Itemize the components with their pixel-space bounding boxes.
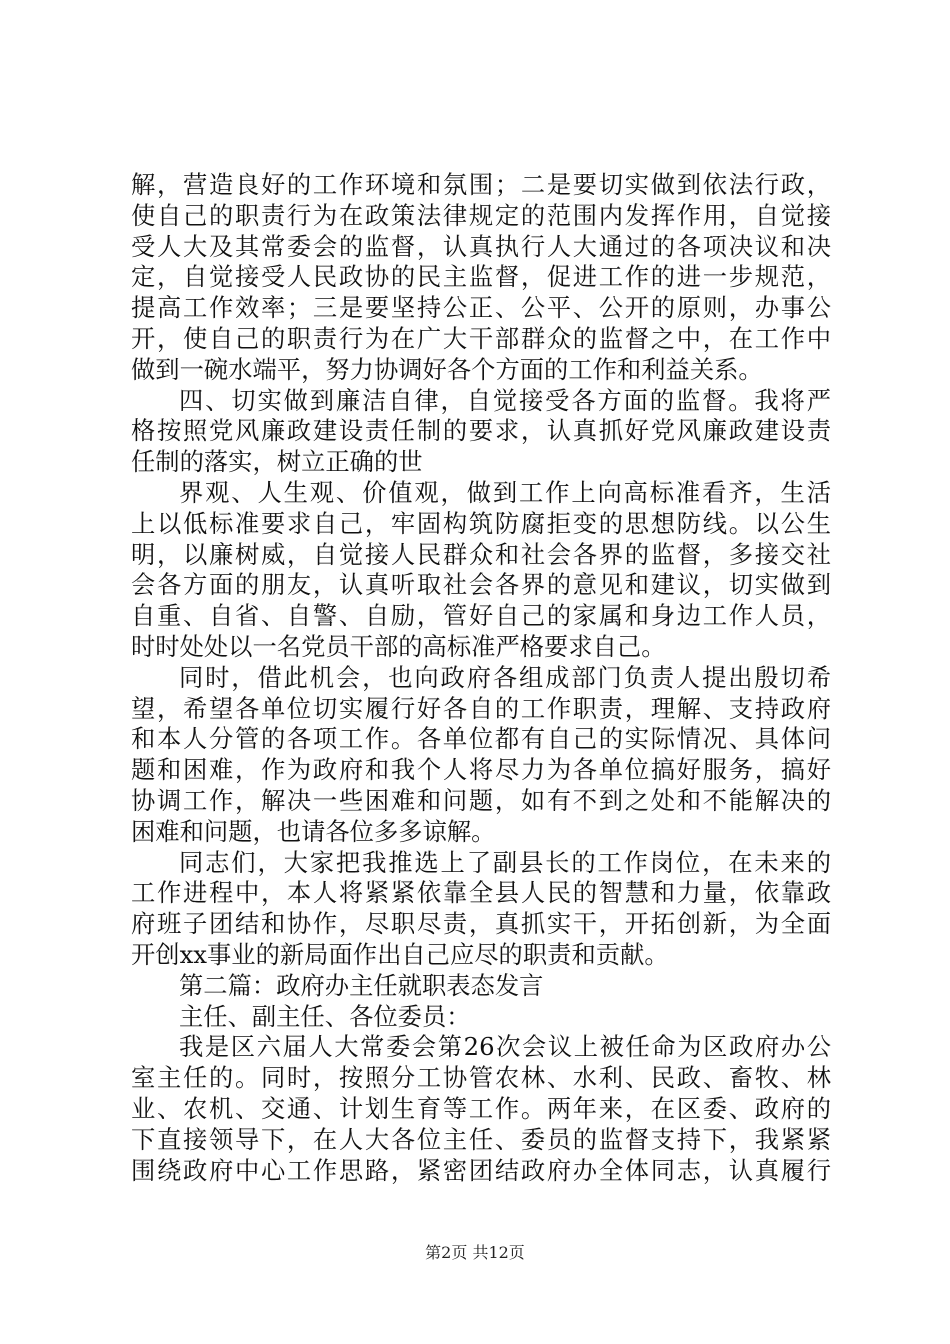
text-line-2: 使自己的职责行为在政策法律规定的范围内发挥作用，自觉接	[131, 200, 831, 230]
text-line-18: 望，希望各单位切实履行好各自的工作职责，理解、支持政府	[131, 693, 831, 723]
text-line-26: 开创xx事业的新局面作出自己应尽的职责和贡献。	[131, 939, 669, 969]
text-line-13: 明，以廉树威，自觉接人民群众和社会各界的监督，多接交社	[131, 539, 831, 569]
text-line-23: 同志们，大家把我推选上了副县长的工作岗位，在未来的	[179, 847, 831, 877]
text-line-3: 受人大及其常委会的监督，认真执行人大通过的各项决议和决	[131, 231, 831, 261]
text-line-1: 解，营造良好的工作环境和氛围；二是要切实做到依法行政，	[131, 170, 831, 199]
text-line-6: 开，使自己的职责行为在广大干部群众的监督之中，在工作中	[131, 323, 831, 353]
text-line-33: 围绕政府中心工作思路，紧密团结政府办全体同志，认真履行	[131, 1155, 831, 1185]
document-body	[131, 170, 831, 1186]
text-line-25: 府班子团结和协作，尽职尽责，真抓实干，开拓创新，为全面	[131, 909, 831, 939]
text-line-5: 提高工作效率；三是要坚持公正、公平、公开的原则，办事公	[131, 293, 831, 323]
text-line-22: 困难和问题，也请各位多多谅解。	[131, 816, 496, 846]
text-line-11: 界观、人生观、价值观，做到工作上向高标准看齐，生活	[179, 477, 831, 507]
text-line-19: 和本人分管的各项工作。各单位都有自己的实际情况、具体问	[131, 724, 831, 754]
text-line-17: 同时，借此机会，也向政府各组成部门负责人提出殷切希	[179, 662, 831, 692]
salutation: 主任、副主任、各位委员：	[179, 1001, 471, 1031]
text-line-4: 定，自觉接受人民政协的民主监督，促进工作的进一步规范，	[131, 262, 831, 292]
text-line-8: 四、切实做到廉洁自律，自觉接受各方面的监督。我将严	[179, 385, 831, 415]
text-line-20: 题和困难，作为政府和我个人将尽力为各单位搞好服务，搞好	[131, 755, 831, 785]
text-line-32: 下直接领导下，在人大各位主任、委员的监督支持下，我紧紧	[131, 1124, 831, 1154]
page-number-footer: 第2页 共12页	[425, 1243, 525, 1262]
section-heading: 第二篇：政府办主任就职表态发言	[179, 970, 544, 1000]
text-line-31: 业、农机、交通、计划生育等工作。两年来，在区委、政府的	[131, 1093, 831, 1123]
text-line-10: 任制的落实，树立正确的世	[131, 447, 423, 477]
text-line-7: 做到一碗水端平，努力协调好各个方面的工作和利益关系。	[131, 354, 763, 384]
text-line-12: 上以低标准要求自己，牢固构筑防腐拒变的思想防线。以公生	[131, 508, 831, 538]
text-line-16: 时时处处以一名党员干部的高标准严格要求自己。	[131, 631, 666, 661]
text-line-14: 会各方面的朋友，认真听取社会各界的意见和建议，切实做到	[131, 570, 831, 600]
text-line-24: 工作进程中，本人将紧紧依靠全县人民的智慧和力量，依靠政	[131, 878, 831, 908]
text-line-15: 自重、自省、自警、自励，管好自己的家属和身边工作人员，	[131, 601, 831, 631]
text-line-30: 室主任的。同时，按照分工协管农林、水利、民政、畜牧、林	[131, 1063, 831, 1093]
text-line-21: 协调工作，解决一些困难和问题，如有不到之处和不能解决的	[131, 785, 831, 815]
text-line-9: 格按照党风廉政建设责任制的要求，认真抓好党风廉政建设责	[131, 416, 831, 446]
text-line-29: 我是区六届人大常委会第26次会议上被任命为区政府办公	[179, 1032, 831, 1062]
